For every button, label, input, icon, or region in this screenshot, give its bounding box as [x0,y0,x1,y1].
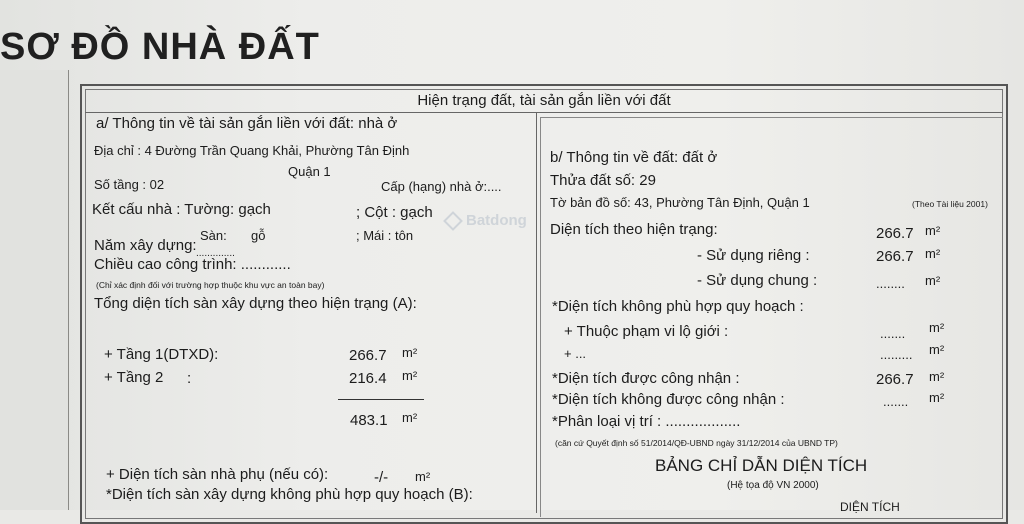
floor-material: gỗ [251,228,266,243]
private-use: - Sử dụng riêng : [697,247,810,264]
floor-count: Số tầng : 02 [94,177,165,192]
shared-use-unit: m² [925,273,941,288]
recognized-area-unit: m² [929,369,945,384]
unrecognized-area-value: ....... [883,394,909,409]
floor2-colon: : [187,370,192,387]
floor-label: Sàn: [200,228,227,243]
aux-area-unit: m² [415,469,431,484]
aux-area-value: -/- [374,469,389,486]
unrecognized-area: *Diện tích không được công nhận : [552,391,785,408]
total-floor-area: Tổng diện tích sàn xây dựng theo hiện trạng (A): [94,295,417,312]
year-built-value: .............. [196,248,235,259]
table-header: Hiện trạng đất, tài sản gắn liền với đất [85,89,1003,113]
road-boundary-unit: m² [929,320,945,335]
floor1-unit: m² [402,345,418,360]
floor1-value: 266.7 [349,347,387,364]
private-use-value: 266.7 [876,248,914,265]
other-line-value: ......... [880,347,913,362]
section-b-title: b/ Thông tin về đất: đất ở [550,149,718,166]
sum-line [338,399,424,400]
district: Quận 1 [288,164,331,179]
road-boundary-value: ....... [880,326,906,341]
current-area: Diện tích theo hiện trạng: [550,221,718,238]
folded-page-edge [0,70,69,510]
other-line-unit: m² [929,342,945,357]
structure: Kết cấu nhà : Tường: gạch [92,201,271,218]
total-value: 483.1 [350,412,388,429]
plot-number: Thửa đất số: 29 [550,172,656,189]
source-note: (Theo Tài liệu 2001) [912,199,988,209]
road-boundary: + Thuộc phạm vi lộ giới : [564,323,729,340]
roof-material: ; Mái : tôn [356,228,414,243]
other-line: + ... [564,346,587,361]
floor1-label: + Tầng 1(DTXD): [104,346,219,363]
area-table-header: DIỆN TÍCH [840,500,900,514]
aux-area: + Diện tích sàn nhà phụ (nếu có): [106,466,329,483]
height-note: (Chỉ xác định đối với trường hợp thuộc khu vực an toàn bay) [96,280,325,290]
section-a-title: a/ Thông tin về tài sản gắn liền với đất: nhà ở [96,115,398,132]
house-grade: Cấp (hạng) nhà ở:.... [381,179,502,194]
legend-title: BẢNG CHỈ DẪN DIỆN TÍCH [655,456,868,475]
column-material: ; Cột : gạch [356,204,433,221]
year-built: Năm xây dựng: [94,237,197,254]
private-use-unit: m² [925,246,941,261]
position-class: *Phân loại vị trí : .................. [552,413,741,430]
recognized-area: *Diện tích được công nhận : [552,370,740,387]
total-unit: m² [402,410,418,425]
current-area-unit: m² [925,223,941,238]
legend-subtitle: (Hệ tọa độ VN 2000) [727,480,819,491]
building-height: Chiều cao công trình: ............ [94,256,291,273]
recognized-area-value: 266.7 [876,371,914,388]
floor2-label: + Tầng 2 [104,369,164,386]
unrecognized-area-unit: m² [929,390,945,405]
address: Địa chỉ : 4 Đường Trần Quang Khải, Phường Tân Định [94,143,410,158]
floor2-value: 216.4 [349,370,387,387]
page-title: SƠ ĐỒ NHÀ ĐẤT [0,26,320,68]
column-divider [536,113,537,513]
shared-use-value: ........ [876,276,905,291]
current-area-value: 266.7 [876,225,914,242]
decision-note: (căn cứ Quyết định số 51/2014/QĐ-UBND ngày 31/12/2014 của UBND TP) [555,438,838,448]
watermark: Batdong [466,212,527,229]
shared-use: - Sử dụng chung : [697,272,818,289]
map-sheet: Tờ bản đồ số: 43, Phường Tân Định, Quận 1 [550,195,810,210]
nonplan-area: *Diện tích không phù hợp quy hoạch : [552,298,804,315]
nonconforming-area: *Diện tích sàn xây dựng không phù hợp quy hoạch (B): [106,486,473,503]
floor2-unit: m² [402,368,418,383]
